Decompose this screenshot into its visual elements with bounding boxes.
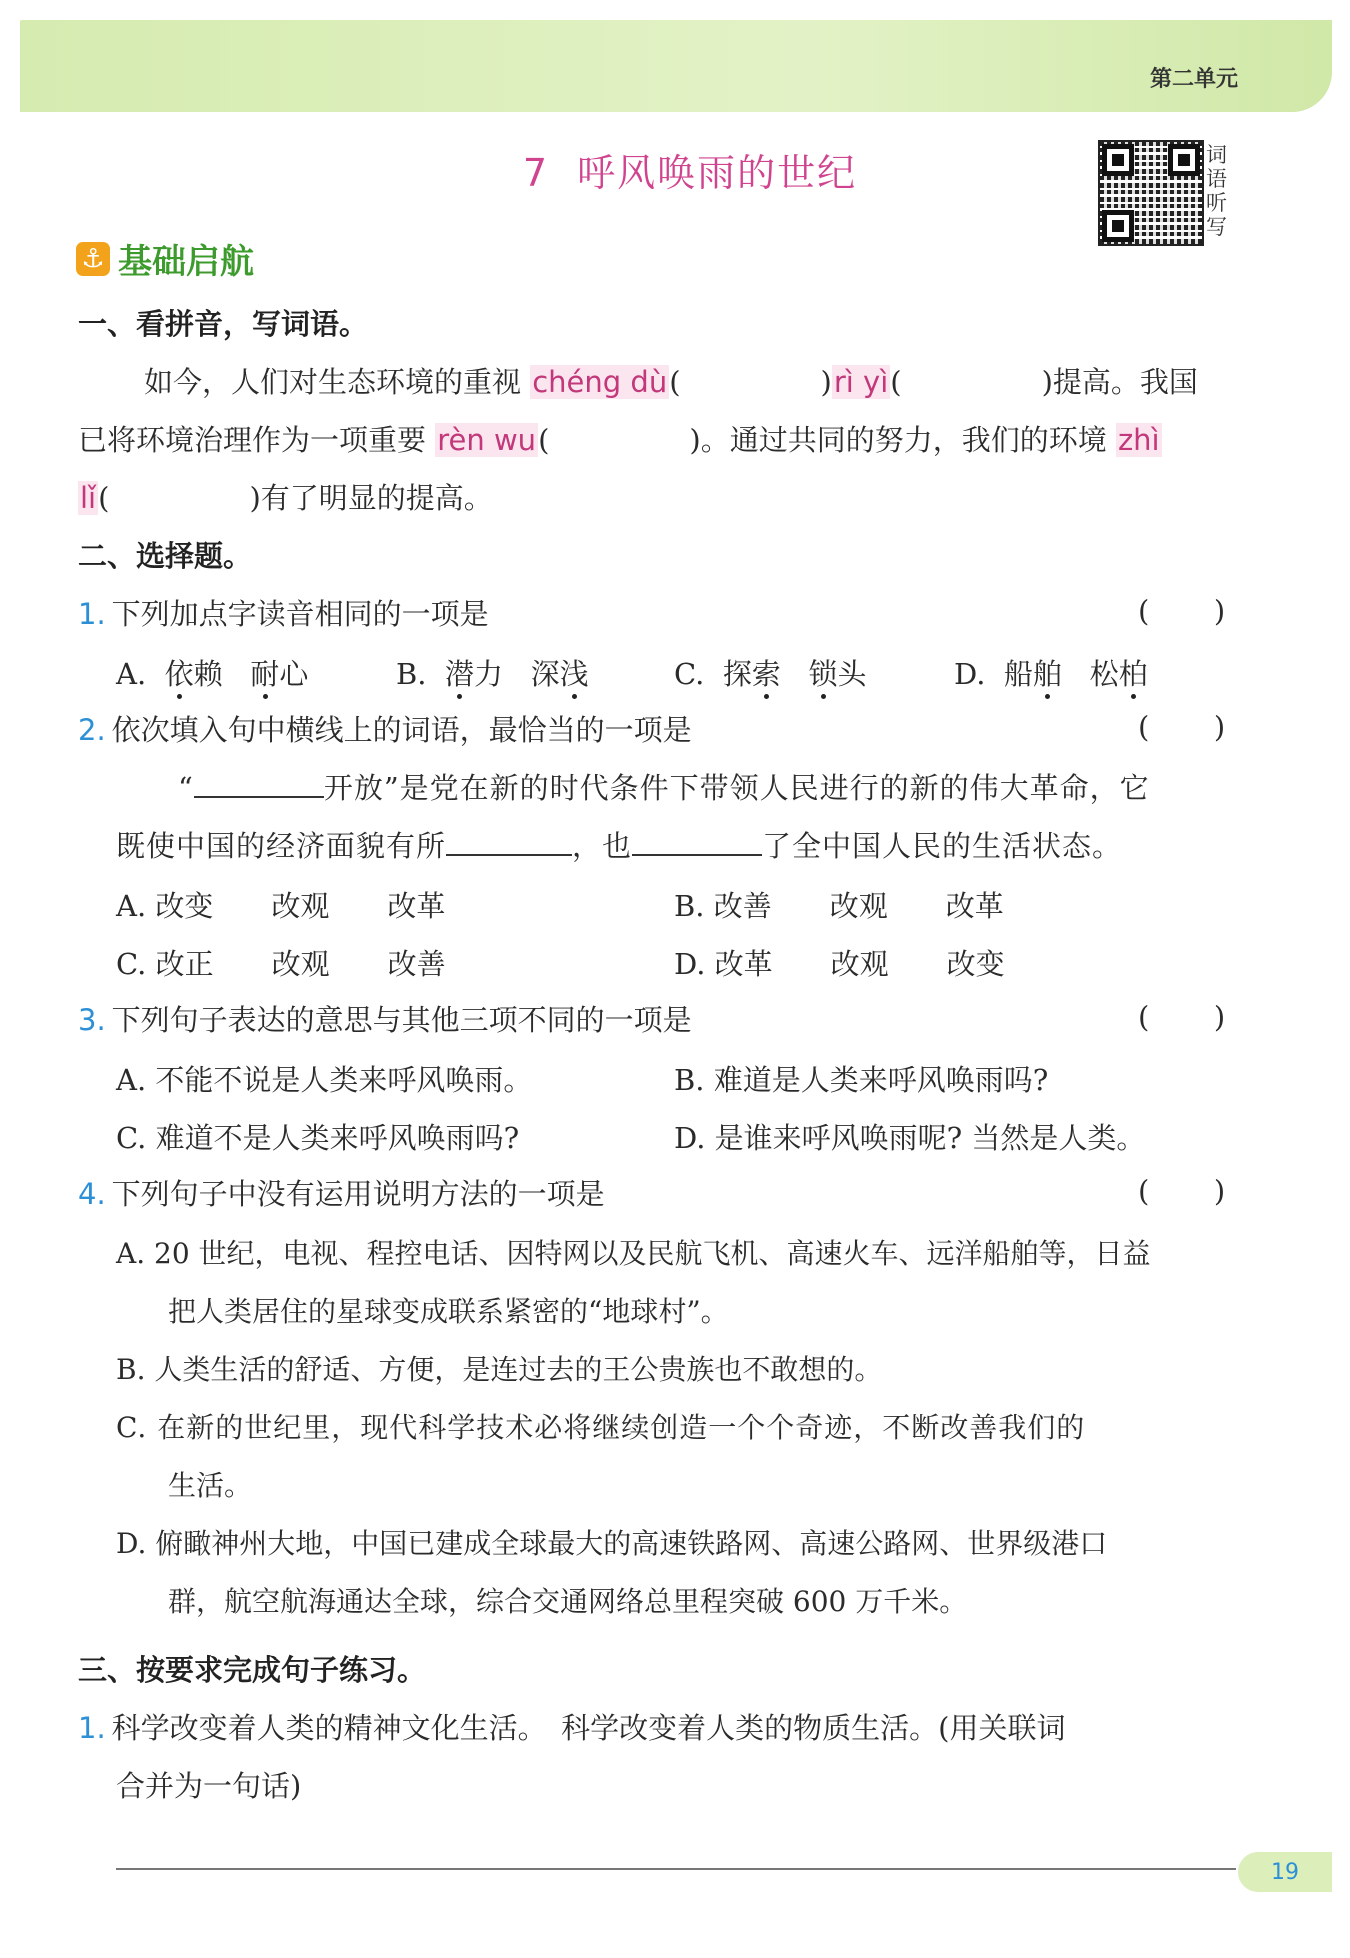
q1-option-d[interactable]: D. 船舶 松柏 <box>954 657 1148 691</box>
part1-line2: 已将环境治理作为一项重要 rèn wu( )。通过共同的努力，我们的环境 zhì <box>78 423 1160 457</box>
q1-option-c[interactable]: C. 探索 锁头 <box>674 657 867 691</box>
q2-passage-line1: “ 开放”是党在新的时代条件下带领人民进行的新的伟大革命，它 <box>178 771 1150 805</box>
q3-option-c[interactable]: C. 难道不是人类来呼风唤雨吗? <box>116 1121 520 1155</box>
q3-option-d[interactable]: D. 是谁来呼风唤雨呢? 当然是人类。 <box>674 1121 1146 1155</box>
part1-heading: 一、看拼音，写词语。 <box>78 307 369 341</box>
part3-heading: 三、按要求完成句子练习。 <box>78 1653 427 1687</box>
p3-q1-line2: 合并为一句话) <box>116 1769 302 1803</box>
answer-paren[interactable]: ( ) <box>1138 1174 1226 1208</box>
part2-heading: 二、选择题。 <box>78 539 253 573</box>
q4-stem: 4. 下列句子中没有运用说明方法的一项是 <box>78 1177 605 1211</box>
header-band <box>20 20 1332 112</box>
part1-line1: 如今，人们对生态环境的重视 chéng dù( )rì yì( )提高。我国 <box>144 365 1198 399</box>
pinyin-zhi: zhì <box>1117 423 1160 457</box>
q4-option-d[interactable]: D. 俯瞰神州大地，中国已建成全球最大的高速铁路网、高速公路网、世界级港口 <box>116 1527 1108 1560</box>
unit-label: 第二单元 <box>1149 67 1238 92</box>
p3-q1-line1: 1. 科学改变着人类的精神文化生活。 科学改变着人类的物质生活。(用关联词 <box>78 1711 1066 1745</box>
anchor-icon: ⚓ <box>76 242 110 276</box>
answer-paren[interactable]: ( ) <box>1138 1000 1226 1034</box>
fill-blank[interactable] <box>194 770 324 798</box>
q4-option-d-cont: 群，航空航海通达全球，综合交通网络总里程突破 600 万千米。 <box>168 1585 968 1618</box>
pinyin-li: lǐ <box>80 481 97 515</box>
q4-option-a-cont: 把人类居住的星球变成联系紧密的“地球村”。 <box>168 1295 729 1328</box>
q1-option-a[interactable]: A. 依赖 耐心 <box>116 657 309 691</box>
fill-blank[interactable] <box>446 828 572 856</box>
section-badge <box>76 234 254 283</box>
q4-option-b[interactable]: B. 人类生活的舒适、方便，是连过去的王公贵族也不敢想的。 <box>116 1353 883 1386</box>
q3-stem: 3. 下列句子表达的意思与其他三项不同的一项是 <box>78 1003 692 1037</box>
q2-option-a[interactable]: A. 改变 改观 改革 <box>116 889 446 923</box>
q2-option-b[interactable]: B. 改善 改观 改革 <box>674 889 1004 923</box>
page-number: 19 <box>1238 1852 1332 1892</box>
q3-option-b[interactable]: B. 难道是人类来呼风唤雨吗? <box>674 1063 1049 1097</box>
q1-stem: 1. 下列加点字读音相同的一项是 <box>78 597 489 631</box>
q2-option-c[interactable]: C. 改正 改观 改善 <box>116 947 446 981</box>
pinyin-chengdu: chéng dù <box>532 365 668 399</box>
q2-passage-line2: 既使中国的经济面貌有所 ，也 了全中国人民的生活状态。 <box>116 829 1123 863</box>
lesson-title-text: 呼风唤雨的世纪 <box>577 151 858 195</box>
fill-blank[interactable] <box>632 828 762 856</box>
pinyin-renwu: rèn wu <box>437 423 537 457</box>
q2-stem: 2. 依次填入句中横线上的词语，最恰当的一项是 <box>78 713 692 747</box>
q4-option-c[interactable]: C. 在新的世纪里，现代科学技术必将继续创造一个个奇迹，不断改善我们的 <box>116 1411 1086 1444</box>
answer-paren[interactable]: ( ) <box>1138 710 1226 744</box>
q4-option-c-cont: 生活。 <box>168 1469 253 1502</box>
answer-paren[interactable]: ( ) <box>1138 594 1226 628</box>
pinyin-riyi: rì yì <box>833 365 889 399</box>
lesson-number: 7 <box>522 151 550 195</box>
part1-line3: lǐ( )有了明显的提高。 <box>80 481 493 515</box>
answer-line[interactable] <box>116 1868 1236 1870</box>
q4-option-a[interactable]: A. 20 世纪，电视、程控电话、因特网以及民航飞机、高速火车、远洋船舶等，日益 <box>116 1237 1151 1270</box>
q3-option-a[interactable]: A. 不能不说是人类来呼风唤雨。 <box>116 1063 533 1097</box>
section-title: 基础启航 <box>118 242 254 282</box>
qr-code-icon[interactable] <box>1098 140 1204 246</box>
qr-caption: 词 语 听 写 <box>1206 143 1227 239</box>
q1-option-b[interactable]: B. 潜力 深浅 <box>396 657 589 691</box>
q2-option-d[interactable]: D. 改革 改观 改变 <box>674 947 1005 981</box>
